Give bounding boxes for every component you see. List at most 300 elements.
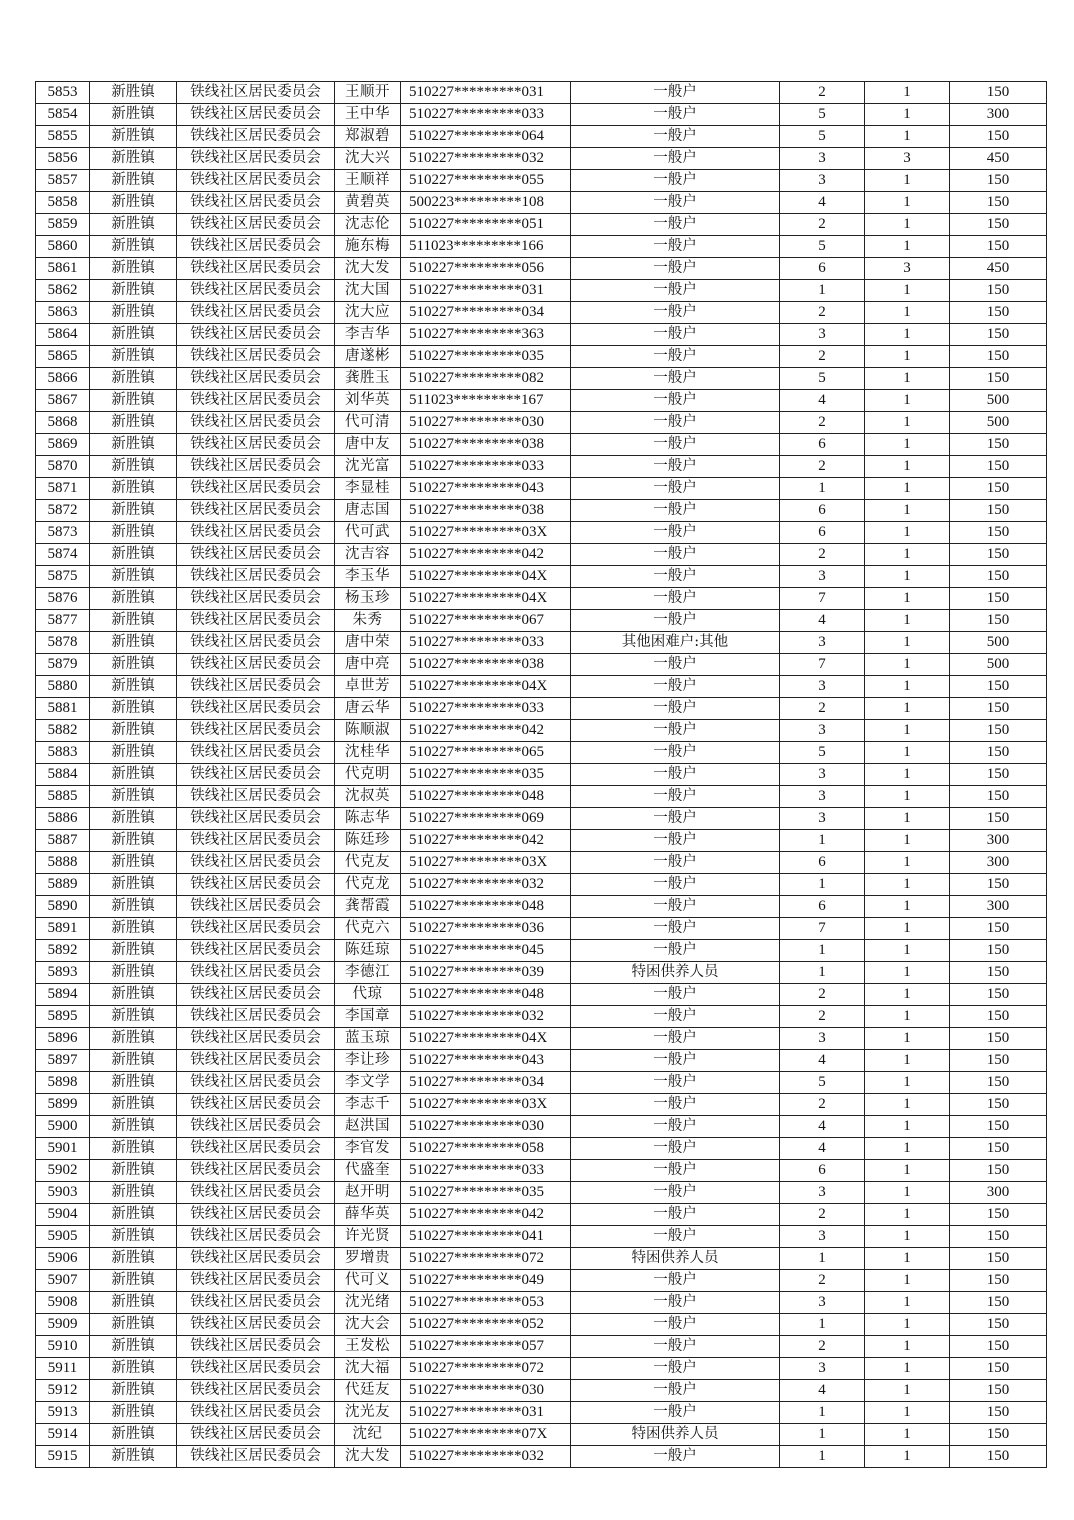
person-name-cell: 黄碧英: [335, 192, 401, 214]
family-size-cell: 1: [780, 1424, 865, 1446]
table-row: [36, 610, 1047, 632]
family-size-cell: 7: [780, 654, 865, 676]
insured-count-cell: 1: [865, 874, 950, 896]
community-cell: 铁线社区居民委员会: [177, 962, 335, 984]
person-name-cell: 沈光富: [335, 456, 401, 478]
amount-cell: 150: [950, 918, 1047, 940]
community-cell: 铁线社区居民委员会: [177, 522, 335, 544]
family-size-cell: 3: [780, 324, 865, 346]
table-row: [36, 1248, 1047, 1270]
household-type-cell: 特困供养人员: [571, 1248, 780, 1270]
person-name-cell: 唐云华: [335, 698, 401, 720]
town-cell: 新胜镇: [90, 962, 177, 984]
household-type-cell: 一般户: [571, 588, 780, 610]
serial-cell: 5902: [36, 1160, 90, 1182]
serial-cell: 5863: [36, 302, 90, 324]
household-type-cell: 一般户: [571, 1006, 780, 1028]
community-cell: 铁线社区居民委员会: [177, 82, 335, 104]
serial-cell: 5868: [36, 412, 90, 434]
id-number-cell: 510227*********033: [401, 456, 571, 478]
id-number-cell: 510227*********072: [401, 1248, 571, 1270]
family-size-cell: 1: [780, 478, 865, 500]
insured-count-cell: 1: [865, 522, 950, 544]
insured-count-cell: 1: [865, 346, 950, 368]
serial-cell: 5853: [36, 82, 90, 104]
community-cell: 铁线社区居民委员会: [177, 742, 335, 764]
person-name-cell: 沈大发: [335, 1446, 401, 1468]
household-type-cell: 一般户: [571, 984, 780, 1006]
town-cell: 新胜镇: [90, 434, 177, 456]
household-type-cell: 一般户: [571, 1380, 780, 1402]
person-name-cell: 施东梅: [335, 236, 401, 258]
household-type-cell: 特困供养人员: [571, 1424, 780, 1446]
insured-count-cell: 1: [865, 720, 950, 742]
town-cell: 新胜镇: [90, 500, 177, 522]
amount-cell: 150: [950, 192, 1047, 214]
insured-count-cell: 1: [865, 742, 950, 764]
household-type-cell: 特困供养人员: [571, 962, 780, 984]
id-number-cell: 510227*********065: [401, 742, 571, 764]
town-cell: 新胜镇: [90, 1446, 177, 1468]
table-row: [36, 1336, 1047, 1358]
family-size-cell: 1: [780, 1446, 865, 1468]
family-size-cell: 3: [780, 170, 865, 192]
town-cell: 新胜镇: [90, 874, 177, 896]
serial-cell: 5873: [36, 522, 90, 544]
serial-cell: 5904: [36, 1204, 90, 1226]
community-cell: 铁线社区居民委员会: [177, 896, 335, 918]
town-cell: 新胜镇: [90, 478, 177, 500]
family-size-cell: 3: [780, 808, 865, 830]
amount-cell: 150: [950, 1358, 1047, 1380]
community-cell: 铁线社区居民委员会: [177, 830, 335, 852]
insured-count-cell: 1: [865, 456, 950, 478]
town-cell: 新胜镇: [90, 390, 177, 412]
household-type-cell: 一般户: [571, 698, 780, 720]
amount-cell: 150: [950, 1006, 1047, 1028]
family-size-cell: 2: [780, 82, 865, 104]
household-type-cell: 一般户: [571, 412, 780, 434]
person-name-cell: 蓝玉琼: [335, 1028, 401, 1050]
household-type-cell: 一般户: [571, 456, 780, 478]
person-name-cell: 沈大福: [335, 1358, 401, 1380]
community-cell: 铁线社区居民委员会: [177, 1138, 335, 1160]
id-number-cell: 510227*********048: [401, 786, 571, 808]
household-type-cell: 一般户: [571, 434, 780, 456]
household-type-cell: 一般户: [571, 148, 780, 170]
family-size-cell: 6: [780, 500, 865, 522]
community-cell: 铁线社区居民委员会: [177, 192, 335, 214]
town-cell: 新胜镇: [90, 126, 177, 148]
household-type-cell: 一般户: [571, 390, 780, 412]
serial-cell: 5875: [36, 566, 90, 588]
person-name-cell: 李国章: [335, 1006, 401, 1028]
community-cell: 铁线社区居民委员会: [177, 302, 335, 324]
family-size-cell: 3: [780, 1292, 865, 1314]
town-cell: 新胜镇: [90, 896, 177, 918]
community-cell: 铁线社区居民委员会: [177, 390, 335, 412]
family-size-cell: 6: [780, 258, 865, 280]
amount-cell: 450: [950, 148, 1047, 170]
family-size-cell: 2: [780, 346, 865, 368]
table-row: [36, 170, 1047, 192]
insured-count-cell: 1: [865, 632, 950, 654]
id-number-cell: 510227*********072: [401, 1358, 571, 1380]
household-type-cell: 一般户: [571, 544, 780, 566]
table-row: [36, 698, 1047, 720]
person-name-cell: 王顺祥: [335, 170, 401, 192]
person-name-cell: 陈廷珍: [335, 830, 401, 852]
community-cell: 铁线社区居民委员会: [177, 478, 335, 500]
serial-cell: 5881: [36, 698, 90, 720]
person-name-cell: 唐遂彬: [335, 346, 401, 368]
household-type-cell: 一般户: [571, 170, 780, 192]
community-cell: 铁线社区居民委员会: [177, 1248, 335, 1270]
insured-count-cell: 1: [865, 940, 950, 962]
insured-count-cell: 1: [865, 324, 950, 346]
insured-count-cell: 1: [865, 1028, 950, 1050]
insured-count-cell: 1: [865, 368, 950, 390]
table-row: [36, 236, 1047, 258]
town-cell: 新胜镇: [90, 302, 177, 324]
insured-count-cell: 3: [865, 148, 950, 170]
table-row: [36, 346, 1047, 368]
town-cell: 新胜镇: [90, 104, 177, 126]
family-size-cell: 3: [780, 720, 865, 742]
person-name-cell: 唐中友: [335, 434, 401, 456]
community-cell: 铁线社区居民委员会: [177, 1160, 335, 1182]
person-name-cell: 李德江: [335, 962, 401, 984]
household-type-cell: 一般户: [571, 1358, 780, 1380]
household-type-cell: 一般户: [571, 1094, 780, 1116]
table-row: [36, 852, 1047, 874]
insured-count-cell: 1: [865, 280, 950, 302]
family-size-cell: 7: [780, 918, 865, 940]
household-type-cell: 一般户: [571, 1160, 780, 1182]
amount-cell: 150: [950, 236, 1047, 258]
person-name-cell: 沈光友: [335, 1402, 401, 1424]
table-row: [36, 566, 1047, 588]
serial-cell: 5864: [36, 324, 90, 346]
amount-cell: 150: [950, 82, 1047, 104]
town-cell: 新胜镇: [90, 742, 177, 764]
insured-count-cell: 1: [865, 808, 950, 830]
town-cell: 新胜镇: [90, 1006, 177, 1028]
community-cell: 铁线社区居民委员会: [177, 588, 335, 610]
community-cell: 铁线社区居民委员会: [177, 874, 335, 896]
family-size-cell: 2: [780, 214, 865, 236]
insured-count-cell: 1: [865, 830, 950, 852]
household-type-cell: 一般户: [571, 1270, 780, 1292]
id-number-cell: 510227*********033: [401, 1160, 571, 1182]
serial-cell: 5877: [36, 610, 90, 632]
family-size-cell: 2: [780, 1204, 865, 1226]
family-size-cell: 4: [780, 1138, 865, 1160]
table-row: [36, 1380, 1047, 1402]
person-name-cell: 唐中荣: [335, 632, 401, 654]
serial-cell: 5885: [36, 786, 90, 808]
town-cell: 新胜镇: [90, 1402, 177, 1424]
id-number-cell: 510227*********042: [401, 720, 571, 742]
amount-cell: 150: [950, 1050, 1047, 1072]
id-number-cell: 510227*********032: [401, 148, 571, 170]
id-number-cell: 510227*********363: [401, 324, 571, 346]
table-row: [36, 1358, 1047, 1380]
table-row: [36, 1094, 1047, 1116]
household-type-cell: 一般户: [571, 126, 780, 148]
community-cell: 铁线社区居民委员会: [177, 654, 335, 676]
household-type-cell: 一般户: [571, 1292, 780, 1314]
town-cell: 新胜镇: [90, 1336, 177, 1358]
insured-count-cell: 1: [865, 82, 950, 104]
serial-cell: 5855: [36, 126, 90, 148]
household-type-cell: 一般户: [571, 566, 780, 588]
amount-cell: 150: [950, 346, 1047, 368]
family-size-cell: 6: [780, 1160, 865, 1182]
insured-count-cell: 1: [865, 434, 950, 456]
serial-cell: 5872: [36, 500, 90, 522]
insured-count-cell: 1: [865, 918, 950, 940]
person-name-cell: 代克六: [335, 918, 401, 940]
person-name-cell: 沈叔英: [335, 786, 401, 808]
community-cell: 铁线社区居民委员会: [177, 500, 335, 522]
insured-count-cell: 1: [865, 1358, 950, 1380]
person-name-cell: 卓世芳: [335, 676, 401, 698]
household-type-cell: 一般户: [571, 786, 780, 808]
id-number-cell: 510227*********048: [401, 896, 571, 918]
insured-count-cell: 1: [865, 1160, 950, 1182]
id-number-cell: 510227*********030: [401, 1380, 571, 1402]
family-size-cell: 4: [780, 610, 865, 632]
family-size-cell: 2: [780, 984, 865, 1006]
id-number-cell: 510227*********030: [401, 1116, 571, 1138]
household-type-cell: 一般户: [571, 874, 780, 896]
insured-count-cell: 1: [865, 764, 950, 786]
serial-cell: 5911: [36, 1358, 90, 1380]
person-name-cell: 龚帮霞: [335, 896, 401, 918]
amount-cell: 150: [950, 874, 1047, 896]
town-cell: 新胜镇: [90, 1380, 177, 1402]
household-type-cell: 一般户: [571, 1336, 780, 1358]
household-type-cell: 其他困难户:其他: [571, 632, 780, 654]
serial-cell: 5900: [36, 1116, 90, 1138]
person-name-cell: 沈吉容: [335, 544, 401, 566]
serial-cell: 5856: [36, 148, 90, 170]
amount-cell: 150: [950, 984, 1047, 1006]
id-number-cell: 511023*********166: [401, 236, 571, 258]
town-cell: 新胜镇: [90, 1028, 177, 1050]
community-cell: 铁线社区居民委员会: [177, 1094, 335, 1116]
id-number-cell: 510227*********056: [401, 258, 571, 280]
person-name-cell: 代可义: [335, 1270, 401, 1292]
amount-cell: 150: [950, 214, 1047, 236]
insured-count-cell: 1: [865, 566, 950, 588]
amount-cell: 150: [950, 588, 1047, 610]
family-size-cell: 2: [780, 412, 865, 434]
family-size-cell: 2: [780, 1336, 865, 1358]
table-row: [36, 324, 1047, 346]
serial-cell: 5903: [36, 1182, 90, 1204]
community-cell: 铁线社区居民委员会: [177, 1050, 335, 1072]
town-cell: 新胜镇: [90, 566, 177, 588]
community-cell: 铁线社区居民委员会: [177, 236, 335, 258]
household-type-cell: 一般户: [571, 1446, 780, 1468]
community-cell: 铁线社区居民委员会: [177, 1402, 335, 1424]
town-cell: 新胜镇: [90, 588, 177, 610]
person-name-cell: 龚胜玉: [335, 368, 401, 390]
household-type-cell: 一般户: [571, 1314, 780, 1336]
person-name-cell: 沈纪: [335, 1424, 401, 1446]
table-row: [36, 1314, 1047, 1336]
serial-cell: 5909: [36, 1314, 90, 1336]
table-row: [36, 1270, 1047, 1292]
person-name-cell: 王中华: [335, 104, 401, 126]
table-row: [36, 874, 1047, 896]
town-cell: 新胜镇: [90, 1314, 177, 1336]
family-size-cell: 6: [780, 852, 865, 874]
family-size-cell: 5: [780, 1072, 865, 1094]
amount-cell: 150: [950, 764, 1047, 786]
table-body: [36, 82, 1047, 1468]
family-size-cell: 3: [780, 676, 865, 698]
table-row: [36, 280, 1047, 302]
id-number-cell: 510227*********034: [401, 302, 571, 324]
insured-count-cell: 1: [865, 1116, 950, 1138]
serial-cell: 5910: [36, 1336, 90, 1358]
town-cell: 新胜镇: [90, 830, 177, 852]
family-size-cell: 1: [780, 280, 865, 302]
town-cell: 新胜镇: [90, 324, 177, 346]
community-cell: 铁线社区居民委员会: [177, 1446, 335, 1468]
id-number-cell: 510227*********030: [401, 412, 571, 434]
amount-cell: 150: [950, 1314, 1047, 1336]
id-number-cell: 510227*********058: [401, 1138, 571, 1160]
community-cell: 铁线社区居民委员会: [177, 1028, 335, 1050]
table-row: [36, 214, 1047, 236]
table-row: [36, 148, 1047, 170]
serial-cell: 5871: [36, 478, 90, 500]
town-cell: 新胜镇: [90, 1138, 177, 1160]
person-name-cell: 沈大应: [335, 302, 401, 324]
insured-count-cell: 1: [865, 390, 950, 412]
table-row: [36, 830, 1047, 852]
id-number-cell: 510227*********031: [401, 1402, 571, 1424]
community-cell: 铁线社区居民委员会: [177, 412, 335, 434]
person-name-cell: 刘华英: [335, 390, 401, 412]
insured-count-cell: 1: [865, 1314, 950, 1336]
household-type-cell: 一般户: [571, 522, 780, 544]
town-cell: 新胜镇: [90, 236, 177, 258]
community-cell: 铁线社区居民委员会: [177, 434, 335, 456]
town-cell: 新胜镇: [90, 1270, 177, 1292]
serial-cell: 5867: [36, 390, 90, 412]
insured-count-cell: 1: [865, 852, 950, 874]
table-row: [36, 940, 1047, 962]
family-size-cell: 6: [780, 896, 865, 918]
amount-cell: 150: [950, 522, 1047, 544]
family-size-cell: 2: [780, 1094, 865, 1116]
town-cell: 新胜镇: [90, 1292, 177, 1314]
insured-count-cell: 1: [865, 676, 950, 698]
serial-cell: 5887: [36, 830, 90, 852]
serial-cell: 5915: [36, 1446, 90, 1468]
serial-cell: 5858: [36, 192, 90, 214]
family-size-cell: 1: [780, 1402, 865, 1424]
amount-cell: 150: [950, 940, 1047, 962]
person-name-cell: 沈大发: [335, 258, 401, 280]
insured-count-cell: 1: [865, 1050, 950, 1072]
table-row: [36, 1402, 1047, 1424]
household-type-cell: 一般户: [571, 808, 780, 830]
household-type-cell: 一般户: [571, 852, 780, 874]
serial-cell: 5882: [36, 720, 90, 742]
family-size-cell: 2: [780, 1006, 865, 1028]
serial-cell: 5889: [36, 874, 90, 896]
person-name-cell: 唐志国: [335, 500, 401, 522]
insured-count-cell: 1: [865, 698, 950, 720]
serial-cell: 5907: [36, 1270, 90, 1292]
person-name-cell: 陈志华: [335, 808, 401, 830]
serial-cell: 5884: [36, 764, 90, 786]
table-row: [36, 478, 1047, 500]
table-row: [36, 390, 1047, 412]
id-number-cell: 511023*********167: [401, 390, 571, 412]
table-row: [36, 500, 1047, 522]
household-type-cell: 一般户: [571, 940, 780, 962]
table-row: [36, 1138, 1047, 1160]
community-cell: 铁线社区居民委员会: [177, 1358, 335, 1380]
insured-count-cell: 1: [865, 170, 950, 192]
table-row: [36, 302, 1047, 324]
household-type-cell: 一般户: [571, 236, 780, 258]
community-cell: 铁线社区居民委员会: [177, 368, 335, 390]
community-cell: 铁线社区居民委员会: [177, 1226, 335, 1248]
table-row: [36, 984, 1047, 1006]
insured-count-cell: 1: [865, 544, 950, 566]
amount-cell: 500: [950, 654, 1047, 676]
town-cell: 新胜镇: [90, 940, 177, 962]
person-name-cell: 代廷友: [335, 1380, 401, 1402]
insured-count-cell: 1: [865, 1094, 950, 1116]
insured-count-cell: 1: [865, 1072, 950, 1094]
person-name-cell: 陈廷琼: [335, 940, 401, 962]
amount-cell: 150: [950, 962, 1047, 984]
household-type-cell: 一般户: [571, 1050, 780, 1072]
town-cell: 新胜镇: [90, 1094, 177, 1116]
community-cell: 铁线社区居民委员会: [177, 1424, 335, 1446]
household-type-cell: 一般户: [571, 830, 780, 852]
community-cell: 铁线社区居民委员会: [177, 104, 335, 126]
id-number-cell: 510227*********052: [401, 1314, 571, 1336]
id-number-cell: 500223*********108: [401, 192, 571, 214]
family-size-cell: 1: [780, 874, 865, 896]
table-row: [36, 786, 1047, 808]
serial-cell: 5905: [36, 1226, 90, 1248]
town-cell: 新胜镇: [90, 720, 177, 742]
serial-cell: 5899: [36, 1094, 90, 1116]
id-number-cell: 510227*********041: [401, 1226, 571, 1248]
serial-cell: 5876: [36, 588, 90, 610]
family-size-cell: 3: [780, 632, 865, 654]
id-number-cell: 510227*********064: [401, 126, 571, 148]
community-cell: 铁线社区居民委员会: [177, 1314, 335, 1336]
household-type-cell: 一般户: [571, 258, 780, 280]
id-number-cell: 510227*********04X: [401, 1028, 571, 1050]
household-type-cell: 一般户: [571, 280, 780, 302]
community-cell: 铁线社区居民委员会: [177, 1380, 335, 1402]
community-cell: 铁线社区居民委员会: [177, 1292, 335, 1314]
family-size-cell: 7: [780, 588, 865, 610]
